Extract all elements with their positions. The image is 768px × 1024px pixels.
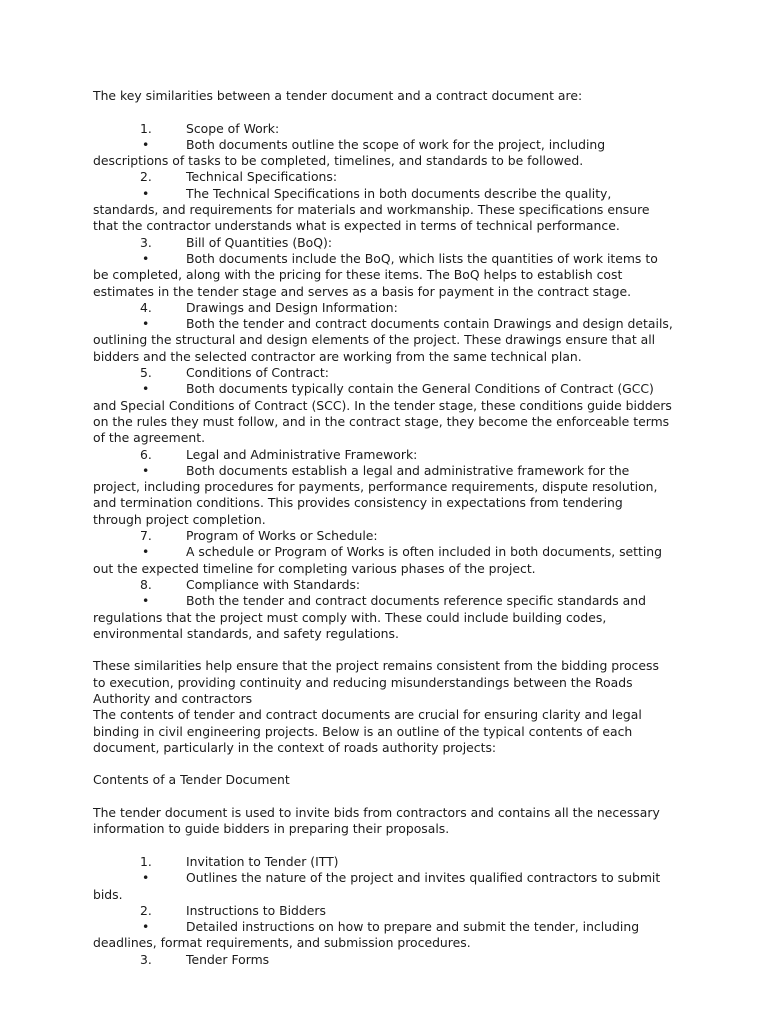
bullet-paragraph (93, 919, 675, 952)
item-heading-text: Conditions of Contract: (186, 365, 329, 381)
item-heading (93, 235, 675, 251)
bullet-icon: • (142, 870, 150, 886)
bullet-text: Both documents typically contain the General Conditions of Contract (GCC) and Special Conditions of Contract (SCC). In the tender stage, these conditions guide bidders on the rules they must follow, and in the contract stage, they become the enforceable terms of the agreement. (93, 381, 672, 446)
summary-paragraph: These similarities help ensure that the project remains consistent from the bidding process to execution, providing continuity and reducing misunderstandings between the Roads Authority and contractors (93, 658, 659, 706)
item-number: 3. (140, 951, 152, 967)
list-item (93, 447, 675, 528)
item-heading-text: Program of Works or Schedule: (186, 528, 378, 544)
spacer (93, 642, 675, 658)
item-heading (93, 121, 675, 137)
item-heading (93, 447, 675, 463)
bullet-text: A schedule or Program of Works is often included in both documents, setting out the expected timeline for completing various phases of the project. (93, 544, 663, 576)
bullet-text: Both the tender and contract documents reference specific standards and regulations that the project must comply with. These could include building codes, environmental standards, and safety regulations. (93, 593, 646, 641)
item-heading (93, 577, 675, 593)
list-item (93, 952, 675, 968)
list-item (93, 365, 675, 446)
document-body (93, 88, 675, 968)
spacer (93, 838, 675, 854)
item-number: 2. (140, 902, 152, 918)
item-heading (93, 365, 675, 381)
list-item (93, 121, 675, 170)
item-number: 2. (140, 169, 152, 185)
spacer (93, 756, 675, 772)
item-heading-text: Scope of Work: (186, 120, 280, 136)
item-heading-text: Instructions to Bidders (186, 902, 326, 918)
section-title: Contents of a Tender Document (93, 772, 290, 788)
item-heading-text: Invitation to Tender (ITT) (186, 853, 339, 869)
item-number: 4. (140, 299, 152, 315)
bullet-paragraph (93, 381, 675, 446)
bullet-paragraph (93, 137, 675, 170)
item-number: 3. (140, 234, 152, 250)
intro-paragraph: The key similarities between a tender document and a contract document are: (93, 88, 583, 103)
bullet-text: Both documents outline the scope of work for the project, including descriptions of tasks to be completed, timelines, and standards to be followed. (93, 136, 606, 169)
bullet-paragraph (93, 186, 675, 235)
item-heading-text: Legal and Administrative Framework: (186, 446, 418, 462)
item-number: 1. (140, 120, 152, 136)
item-number: 6. (140, 446, 152, 462)
bullet-paragraph (93, 870, 675, 903)
bullet-text: Both the tender and contract documents contain Drawings and design details, outlining the structural and design elements of the project. These drawings ensure that all bidders and the selected contractor are working from the same technical plan. (93, 316, 673, 364)
list-item (93, 300, 675, 365)
bullet-icon: • (142, 136, 150, 152)
item-heading (93, 903, 675, 919)
item-heading-text: Compliance with Standards: (186, 576, 361, 592)
section-intro-paragraph: The tender document is used to invite bids from contractors and contains all the necessary information to guide bidders in preparing their proposals. (93, 805, 660, 837)
item-heading (93, 952, 675, 968)
bullet-icon: • (142, 316, 150, 332)
tender-contents-list (93, 854, 675, 968)
bullet-text: Both documents establish a legal and administrative framework for the project, including procedures for payments, performance requirements, dispute resolution, and termination conditions. This provides consistency in expectations from tendering through project completion. (93, 462, 658, 527)
list-item (93, 903, 675, 952)
bullet-text: Both documents include the BoQ, which lists the quantities of work items to be completed, along with the pricing for these items. The BoQ helps to establish cost estimates in the tender stage and serves as a basis for payment in the contract stage. (93, 250, 658, 299)
bullet-icon: • (142, 185, 150, 201)
item-heading-text: Bill of Quantities (BoQ): (186, 234, 332, 250)
list-item (93, 528, 675, 577)
item-number: 7. (140, 528, 152, 544)
item-heading (93, 854, 675, 870)
bullet-icon: • (142, 462, 150, 478)
bullet-paragraph (93, 251, 675, 300)
bullet-text: Detailed instructions on how to prepare and submit the tender, including deadlines, format requirements, and submission procedures. (93, 919, 640, 951)
item-heading-text: Drawings and Design Information: (186, 299, 398, 315)
contents-intro-paragraph: The contents of tender and contract documents are crucial for ensuring clarity and legal binding in civil engineering projects. Below is an outline of the typical contents of each document, particularly in the context of roads authority projects: (93, 707, 642, 755)
bullet-paragraph (93, 593, 675, 642)
item-heading-text: Tender Forms (186, 951, 270, 967)
item-heading (93, 528, 675, 544)
item-number: 5. (140, 365, 152, 381)
item-heading (93, 169, 675, 185)
item-heading-text: Technical Specifications: (186, 169, 338, 185)
bullet-text: The Technical Specifications in both documents describe the quality, standards, and requirements for materials and workmanship. These specifications ensure that the contractor understands what is expected in terms of technical performance. (93, 185, 650, 234)
bullet-paragraph (93, 463, 675, 528)
list-item (93, 235, 675, 300)
item-number: 8. (140, 576, 152, 592)
spacer (93, 789, 675, 805)
bullet-paragraph (93, 316, 675, 365)
spacer (93, 104, 675, 120)
list-item (93, 169, 675, 234)
bullet-icon: • (142, 919, 150, 935)
bullet-icon: • (142, 381, 150, 397)
bullet-icon: • (142, 544, 150, 560)
bullet-text: Outlines the nature of the project and invites qualified contractors to submit bids. (93, 870, 661, 902)
bullet-icon: • (142, 593, 150, 609)
item-number: 1. (140, 853, 152, 869)
bullet-icon: • (142, 250, 150, 266)
list-item (93, 854, 675, 903)
item-heading (93, 300, 675, 316)
similarities-list (93, 121, 675, 643)
bullet-paragraph (93, 544, 675, 577)
list-item (93, 577, 675, 642)
